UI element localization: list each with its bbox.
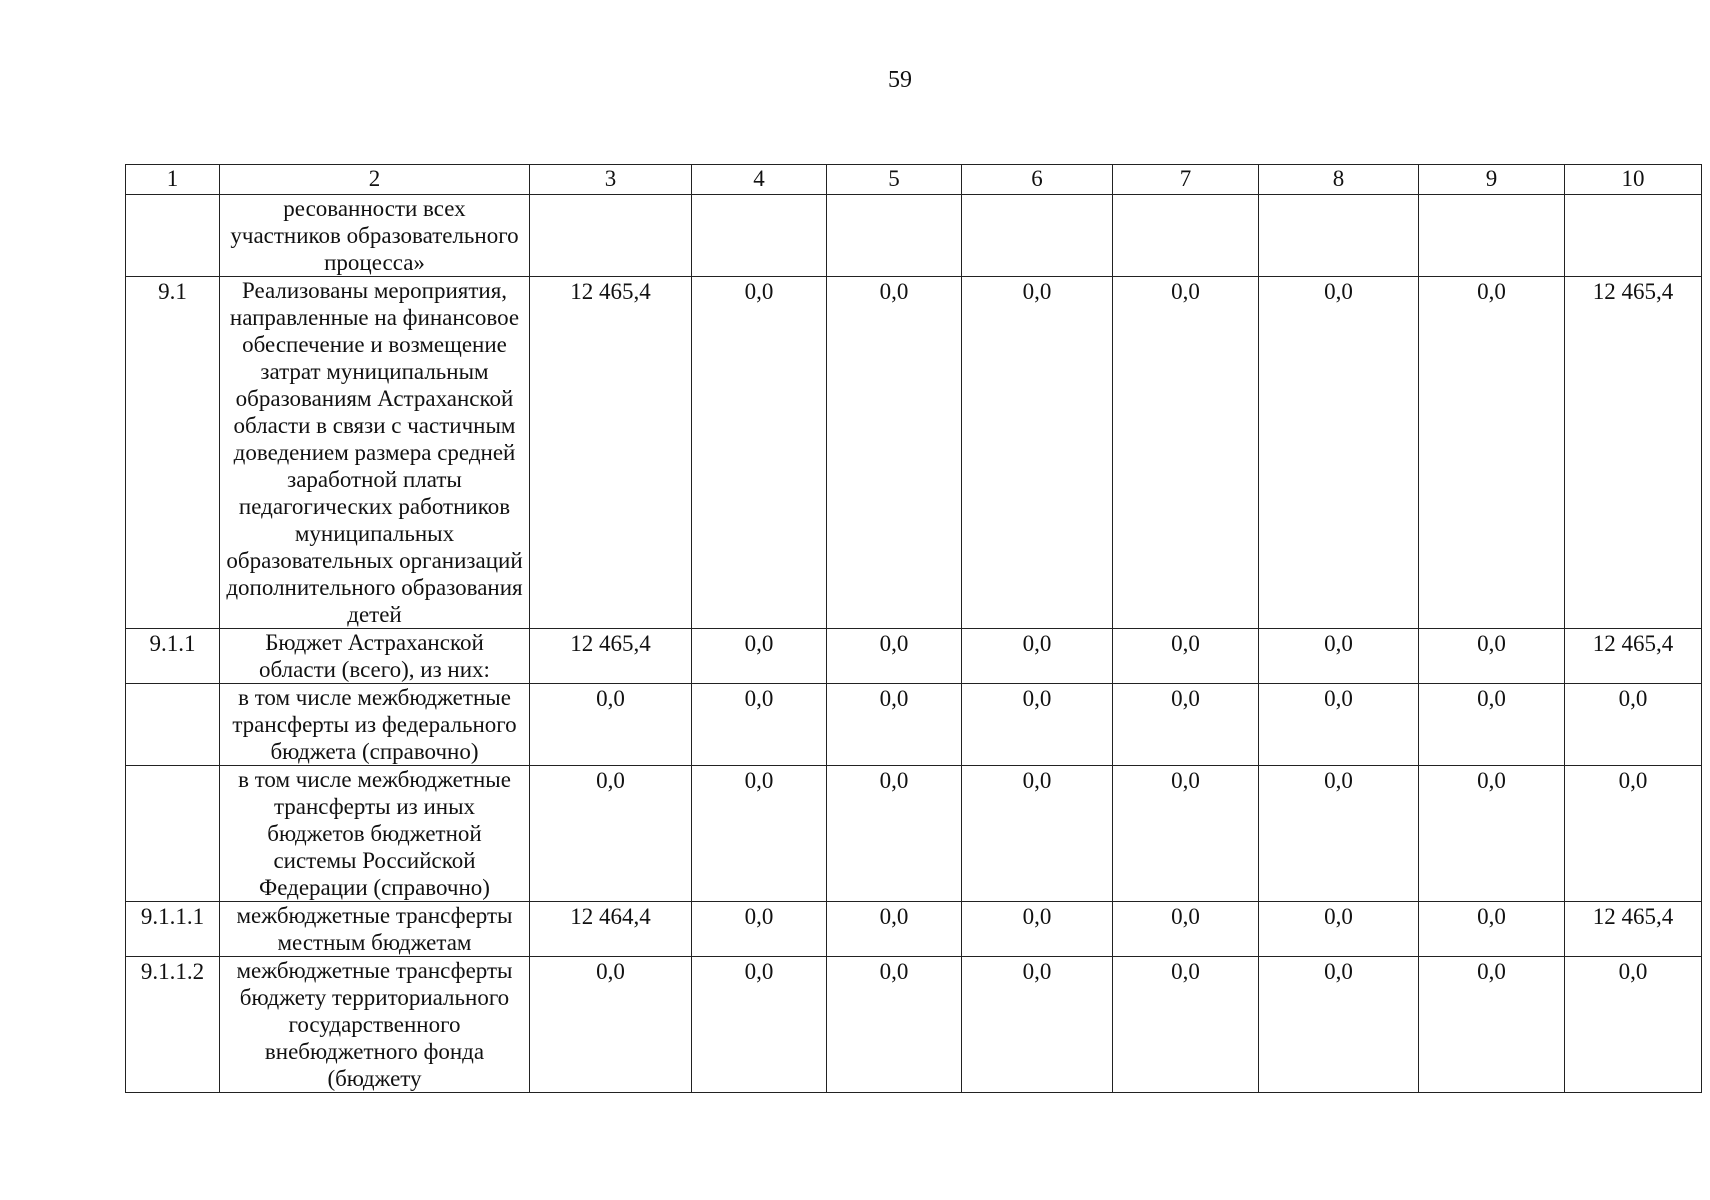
value-cell: 0,0 xyxy=(962,277,1113,629)
value-cell: 0,0 xyxy=(1113,766,1259,902)
table-row xyxy=(126,766,1702,902)
value-cell: 12 465,4 xyxy=(1565,629,1702,684)
value-cell: 0,0 xyxy=(1419,277,1565,629)
value-cell: 0,0 xyxy=(530,957,692,1093)
value-cell: 12 465,4 xyxy=(1565,277,1702,629)
value-cell: 0,0 xyxy=(1419,902,1565,957)
value-cell: 0,0 xyxy=(827,684,962,766)
value-cell: 0,0 xyxy=(827,277,962,629)
value-cell: 0,0 xyxy=(1419,766,1565,902)
value-cell: 0,0 xyxy=(1113,629,1259,684)
value-cell: 0,0 xyxy=(692,766,827,902)
value-cell: 0,0 xyxy=(962,629,1113,684)
value-cell: 0,0 xyxy=(827,629,962,684)
column-header: 10 xyxy=(1565,165,1702,195)
value-cell: 0,0 xyxy=(1259,277,1419,629)
row-description: Бюджет Астраханской области (всего), из них: xyxy=(220,629,530,684)
value-cell: 0,0 xyxy=(692,957,827,1093)
row-description: в том числе межбюджетные трансферты из иных бюджетов бюджетной системы Российской Федерации (справочно) xyxy=(220,766,530,902)
value-cell xyxy=(1565,195,1702,277)
budget-table xyxy=(125,164,1702,1093)
value-cell: 0,0 xyxy=(1419,629,1565,684)
table-body xyxy=(126,165,1702,1093)
value-cell: 0,0 xyxy=(692,902,827,957)
value-cell: 0,0 xyxy=(692,684,827,766)
row-description: в том числе межбюджетные трансферты из федерального бюджета (справочно) xyxy=(220,684,530,766)
value-cell: 0,0 xyxy=(692,277,827,629)
column-header: 5 xyxy=(827,165,962,195)
value-cell: 0,0 xyxy=(1113,277,1259,629)
row-code: 9.1 xyxy=(126,277,220,629)
row-code xyxy=(126,684,220,766)
row-description: Реализованы мероприятия, направленные на финансовое обеспечение и возмещение затрат муниципальным образованиям Астраханской области в связи с частичным доведением размера средней заработной платы педагогических работников муниципальных образовательных организаций дополнительного образования детей xyxy=(220,277,530,629)
value-cell xyxy=(827,195,962,277)
value-cell: 12 465,4 xyxy=(530,629,692,684)
row-code: 9.1.1.1 xyxy=(126,902,220,957)
value-cell: 0,0 xyxy=(1565,684,1702,766)
row-description: межбюджетные трансферты местным бюджетам xyxy=(220,902,530,957)
value-cell: 0,0 xyxy=(530,766,692,902)
row-code xyxy=(126,195,220,277)
value-cell xyxy=(530,195,692,277)
value-cell: 0,0 xyxy=(1259,902,1419,957)
row-code xyxy=(126,766,220,902)
page-number: 59 xyxy=(888,67,912,93)
value-cell: 0,0 xyxy=(1565,766,1702,902)
value-cell: 0,0 xyxy=(1259,684,1419,766)
row-description: ресованности всех участников образовательного процесса» xyxy=(220,195,530,277)
value-cell: 0,0 xyxy=(692,629,827,684)
column-header: 2 xyxy=(220,165,530,195)
value-cell: 0,0 xyxy=(1259,957,1419,1093)
table-row xyxy=(126,684,1702,766)
column-header: 7 xyxy=(1113,165,1259,195)
value-cell xyxy=(1113,195,1259,277)
column-header: 6 xyxy=(962,165,1113,195)
value-cell: 0,0 xyxy=(1419,957,1565,1093)
value-cell: 12 465,4 xyxy=(1565,902,1702,957)
row-description: межбюджетные трансферты бюджету территориального государственного внебюджетного фонда (бюджету xyxy=(220,957,530,1093)
value-cell: 0,0 xyxy=(962,684,1113,766)
value-cell: 0,0 xyxy=(827,957,962,1093)
value-cell: 0,0 xyxy=(1113,957,1259,1093)
value-cell xyxy=(962,195,1113,277)
value-cell: 0,0 xyxy=(827,766,962,902)
value-cell: 0,0 xyxy=(1259,629,1419,684)
table-row xyxy=(126,195,1702,277)
column-number-header-row xyxy=(126,165,1702,195)
value-cell: 0,0 xyxy=(1113,902,1259,957)
value-cell xyxy=(692,195,827,277)
column-header: 8 xyxy=(1259,165,1419,195)
value-cell: 0,0 xyxy=(827,902,962,957)
column-header: 1 xyxy=(126,165,220,195)
table-row xyxy=(126,629,1702,684)
value-cell: 0,0 xyxy=(1419,684,1565,766)
value-cell: 0,0 xyxy=(962,902,1113,957)
row-code: 9.1.1.2 xyxy=(126,957,220,1093)
value-cell: 0,0 xyxy=(962,766,1113,902)
table-row xyxy=(126,957,1702,1093)
value-cell xyxy=(1419,195,1565,277)
value-cell: 0,0 xyxy=(1565,957,1702,1093)
table-row xyxy=(126,902,1702,957)
value-cell: 0,0 xyxy=(1259,766,1419,902)
value-cell: 12 465,4 xyxy=(530,277,692,629)
value-cell: 0,0 xyxy=(530,684,692,766)
value-cell: 0,0 xyxy=(962,957,1113,1093)
column-header: 9 xyxy=(1419,165,1565,195)
row-code: 9.1.1 xyxy=(126,629,220,684)
value-cell: 12 464,4 xyxy=(530,902,692,957)
column-header: 4 xyxy=(692,165,827,195)
value-cell: 0,0 xyxy=(1113,684,1259,766)
column-header: 3 xyxy=(530,165,692,195)
value-cell xyxy=(1259,195,1419,277)
table-row xyxy=(126,277,1702,629)
